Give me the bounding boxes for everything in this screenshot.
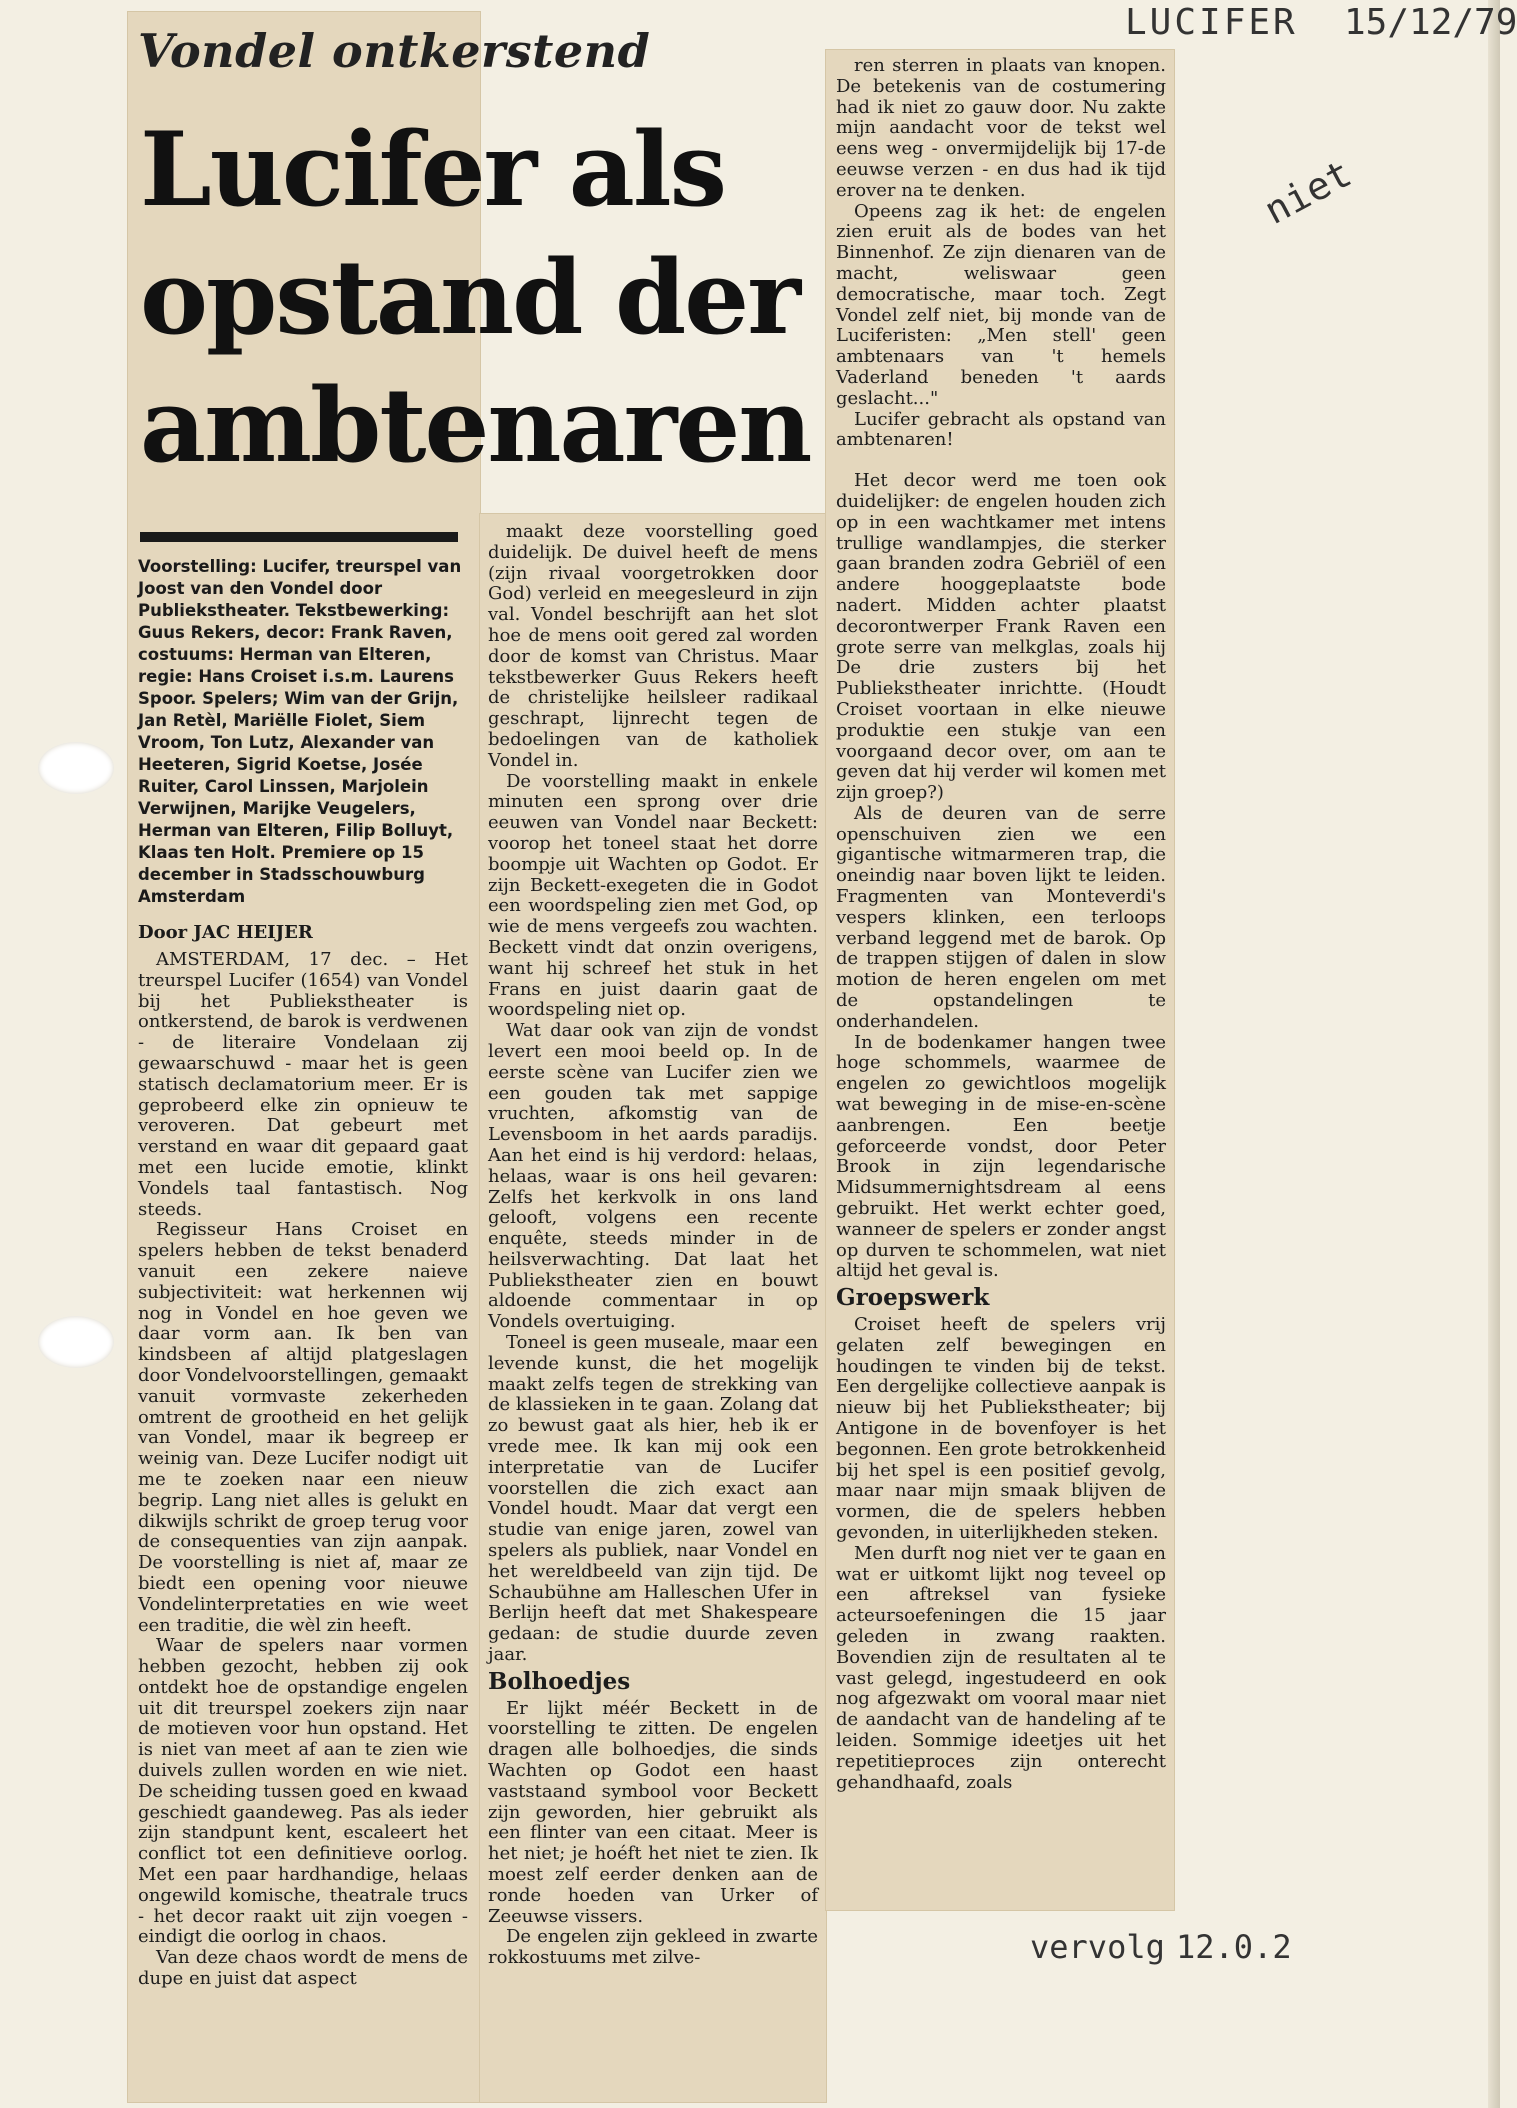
paragraph: Wat daar ook van zijn de vondst levert een mooi beeld op. In de eerste scène van Lucifer zien we een gouden tak met sappige vruchten, afkomstig van de Levensboom in het aards paradijs. Aan het eind is hij verdord: helaas, helaas, waar is ons heil gevaren: Zelfs het kerkvolk in ons land gelooft, volgens een recente enquête, steeds minder in de heilsverwachting. Dat laat het Publiekstheater zien en bouwt aldoende commentaar in op Vondels overtuiging. — [488, 1020, 818, 1333]
paragraph: De voorstelling maakt in enkele minuten een sprong over drie eeuwen van Vondel naar Beckett: voorop het toneel staat het dorre boompje uit Wachten op Godot. Er zijn Beckett-exegeten die in Godot een woordspeling zien met God, op wie de mens vergeefs zou wachten. Beckett vindt dat onzin overigens, want hij schreef het stuk in het Frans en juist daarin gaat de woordspeling niet op. — [488, 770, 818, 1021]
paragraph: De engelen zijn gekleed in zwarte rokkostuums met zilve- — [488, 1926, 818, 1969]
paragraph: Het decor werd me toen ook duidelijker: de engelen houden zich op in een wachtkamer met intens trullige wandlampjes, die sterker gaan branden zodra Gebriël of een andere hooggeplaatste bode nadert. Midden achter plaatst decorontwerper Frank Raven een grote serre van melkglas, zoals hij De drie zusters bij het Publiekstheater inrichtte. (Houdt Croiset voortaan in elke nieuwe produktie een stukje van een voorgaand decor over, om aan te geven dat hij verder wil komen met zijn groep?) — [836, 470, 1166, 804]
article-byline: Door JAC HEIJER — [138, 922, 313, 943]
paragraph: Croiset heeft de spelers vrij gelaten zelf bewegingen en houdingen te vinden bij de tekst. Een dergelijke collectieve aanpak is nieuw bij het Publiekstheater; bij Antigone in de bovenfoyer is het begonnen. Een grote betrokkenheid bij het spel is een positief gevolg, maar naar mijn smaak blijven de vormen, die de spelers hebben gevonden, in uiterlijkheden steken. — [836, 1314, 1166, 1543]
article-column-1 — [138, 950, 468, 1990]
paragraph: Van deze chaos wordt de mens de dupe en juist dat aspect — [138, 1947, 468, 1990]
article-headline: Lucifer als opstand der ambtenaren — [140, 110, 811, 486]
paragraph: Lucifer gebracht als opstand van ambtenaren! — [836, 408, 1166, 451]
paragraph: Waar de spelers naar vormen hebben gezocht, hebben zij ook ontdekt hoe de opstandige engelen uit dit treurspel zoekers zijn naar de motieven voor hun opstand. Het is niet van meet af aan te zien wie duivels zullen worden en wie niet. De scheiding tussen goed en kwaad geschiedt gaandeweg. Pas als ieder zijn standpunt kent, escaleert het conflict tot een definitieve oorlog. Met een paar hardhandige, helaas ongewild komische, theatrale trucs - het decor raakt uit zijn voegen - eindigt die oorlog in chaos. — [138, 1635, 468, 1948]
paragraph: Toneel is geen museale, maar een levende kunst, die het mogelijk maakt zelfs tegen de strekking van de klassieken in te gaan. Zolang dat zo bewust gaat als hier, heb ik er vrede mee. Ik kan mij ook een interpretatie van de Lucifer voorstellen die zich exact aan Vondel houdt. Maar dat vergt een studie van enige jaren, zowel van spelers als publiek, naar Vondel en het wereldbeeld van zijn tijd. De Schaubühne am Halleschen Ufer in Berlijn heeft dat met Shakespeare gedaan: de studie duurde zeven jaar. — [488, 1332, 818, 1666]
punch-hole — [38, 1316, 114, 1368]
headline-rule — [140, 532, 458, 542]
paragraph: Regisseur Hans Croiset en spelers hebben de tekst benaderd vanuit een zekere naieve subjectiviteit: wat herkennen wij nog in Vondel en hoe geven we daar vorm aan. Ik ben van kindsbeen af altijd platgeslagen door Vondelvoorstellingen, gemaakt vanuit vormvaste zekerheden omtrent de grootheid en het gelijk van Vondel, maar ik begreep er weinig van. Deze Lucifer nodigt uit me te zoeken naar een nieuw begrip. Lang niet alles is gelukt en dikwijls schrikt de groep terug voor de consequenties van zijn aanpak. De voorstelling is niet af, maar ze biedt een opening voor nieuwe Vondelinterpretaties en wie weet een traditie, die wèl zin heeft. — [138, 1219, 468, 1636]
handwritten-date: 15/12/79 — [1344, 2, 1517, 43]
paragraph: Men durft nog niet ver te gaan en wat er uitkomt lijkt nog teveel op een aftreksel van fysieke acteursoefeningen die 15 jaar geleden in zwang raakten. Bovendien zijn de resultaten al te vast gelegd, ingestudeerd en ook nog afgezwakt om vooral maar niet de aandacht van de handeling af te leiden. Sommige ideetjes uit het repetitieproces zijn onterecht gehandhaafd, zoals — [836, 1542, 1166, 1793]
paragraph: ren sterren in plaats van knopen. De betekenis van de costumering had ik niet zo gauw door. Nu zakte mijn aandacht voor de tekst wel eens weg - onvermijdelijk bij 17-de eeuwse verzen - en dus had ik tijd erover na te denken. — [836, 55, 1166, 201]
article-kicker: Vondel ontkerstend — [138, 24, 651, 78]
handwritten-continued: vervolg — [1030, 1928, 1165, 1966]
paragraph: Er lijkt méér Beckett in de voorstelling te zitten. De engelen dragen alle bolhoedjes, die sinds Wachten op Godot een haast vaststaand symbool voor Beckett zijn geworden, hier gebruikt als een flinter van een citaat. Meer is het niet; je hoéft het niet te zien. Ik moest zelf eerder denken aan de ronde hoeden van Urker of Zeeuwse vissers. — [488, 1697, 818, 1927]
paragraph: Opeens zag ik het: de engelen zien eruit als de bodes van het Binnenhof. Ze zijn dienaren van de macht, weliswaar geen democratische, maar toch. Zegt Vondel zelf niet, bij monde van de Luciferisten: „Men stell' geen ambtenaars van 't hemels Vaderland beneden 't aards geslacht..." — [836, 200, 1166, 409]
page-edge — [1488, 0, 1500, 2108]
paragraph: AMSTERDAM, 17 dec. – Het treurspel Lucifer (1654) van Vondel bij het Publiekstheater is ontkerstend, de barok is verdwenen - de literaire Vondelaan zij gewaarschuwd - maar het is geen statisch declamatorium meer. Er is geprobeerd elke zin opnieuw te veroveren. Dat gebeurt met verstand en waar dit gepaard gaat met een lucide emotie, klinkt Vondels taal fantastisch. Nog steeds. — [138, 949, 468, 1220]
paragraph: Als de deuren van de serre openschuiven zien we een gigantische witmarmeren trap, die oneindig naar boven lijkt te leiden. Fragmenten van Monteverdi's vespers klinken, een terloops verband leggend met de barok. Op de trappen stijgen of dalen in slow motion de heren engelen om met de opstandelingen te onderhandelen. — [836, 802, 1166, 1032]
handwritten-margin-note: niet — [1257, 151, 1359, 233]
article-column-3 — [836, 56, 1166, 1793]
punch-hole — [38, 742, 114, 794]
paragraph: In de bodenkamer hangen twee hoge schommels, waarmee de engelen zo gewichtloos mogelijk wat beweging in de mise-en-scène aanbrengen. Een beetje geforceerde vondst, door Peter Brook in zijn legendarische Midsummernightsdream al eens gebruikt. Het werkt echter goed, wanneer de spelers er zonder angst op durven te schommelen, wat niet altijd het geval is. — [836, 1031, 1166, 1282]
production-credits: Voorstelling: Lucifer, treurspel van Joost van den Vondel door Publiekstheater. Tekstbewerking: Guus Rekers, decor: Frank Raven, costuums: Herman van Elteren, regie: Hans Croiset i.s.m. Laurens Spoor. Spelers; Wim van der Grijn, Jan Retèl, Mariëlle Fiolet, Siem Vroom, Ton Lutz, Alexander van Heeteren, Sigrid Koetse, Josée Ruiter, Carol Linssen, Marjolein Verwijnen, Marijke Veugelers, Herman van Elteren, Filip Bolluyt, Klaas ten Holt. Premiere op 15 december in Stadsschouwburg Amsterdam — [138, 557, 462, 906]
spacer — [836, 451, 1166, 471]
subheading-groepswerk: Groepswerk — [836, 1284, 990, 1312]
handwritten-page-ref: 12.0.2 — [1176, 1928, 1292, 1966]
paragraph: maakt deze voorstelling goed duidelijk. De duivel heeft de mens (zijn rivaal voorgetrokken door God) verleid en meegesleurd in zijn val. Vondel beschrijft aan het slot hoe de mens ooit gered zal worden door de komst van Christus. Maar tekstbewerker Guus Rekers heeft de christelijke heilsleer radikaal geschrapt, lijnrecht tegen de bedoelingen van de katholiek Vondel in. — [488, 521, 818, 771]
article-column-2 — [488, 522, 818, 1969]
subheading-bolhoedjes: Bolhoedjes — [488, 1667, 631, 1695]
handwritten-title: LUCIFER — [1125, 2, 1298, 43]
